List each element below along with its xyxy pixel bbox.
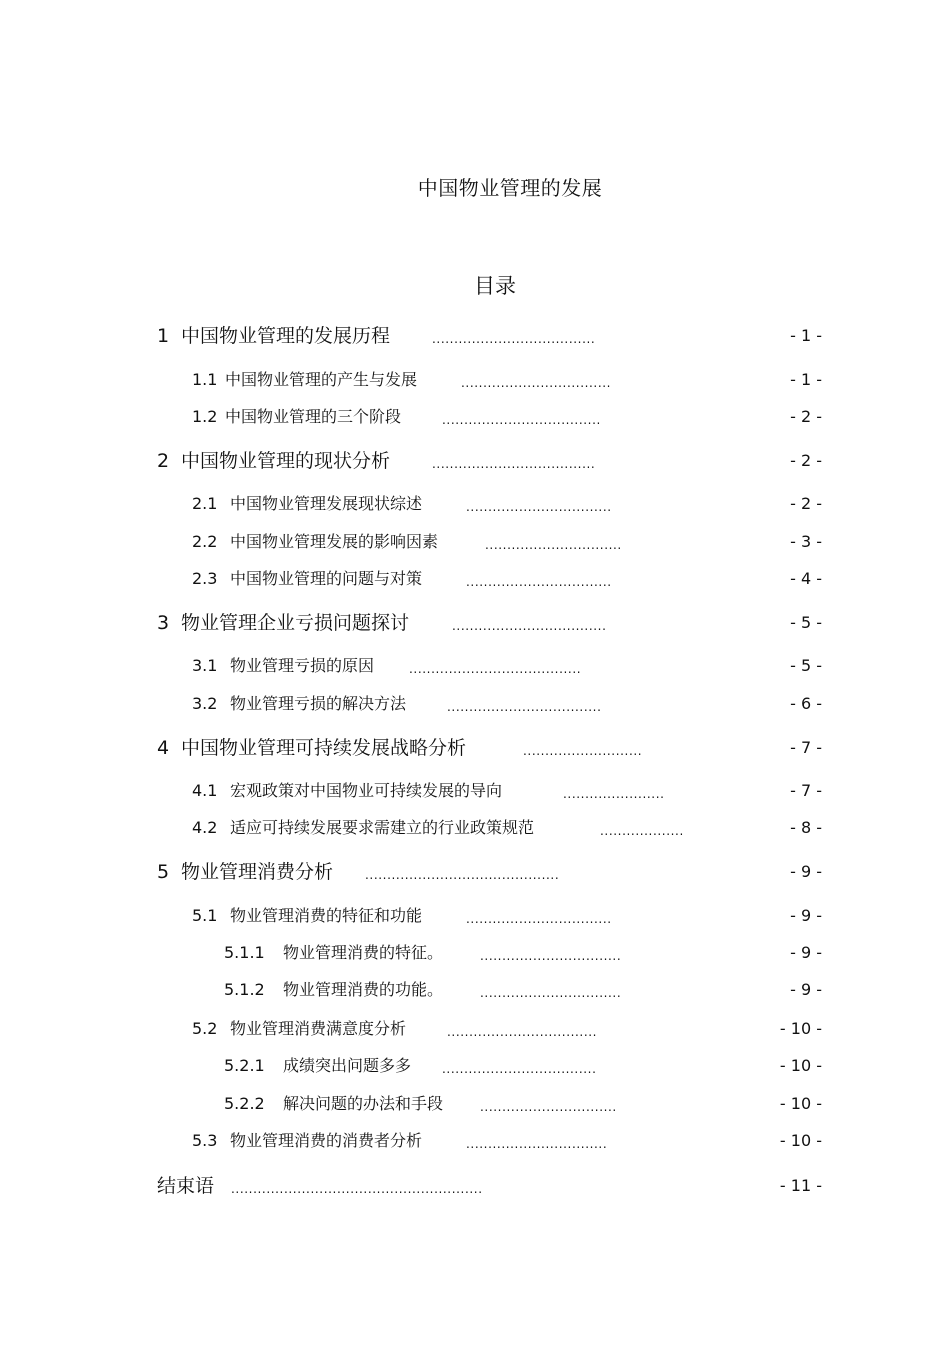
toc-dot-leader: ................................ (466, 1137, 608, 1151)
toc-entry-title: 适应可持续发展要求需建立的行业政策规范 (230, 818, 535, 837)
toc-entry-number: 2.1 (192, 494, 218, 513)
toc-entry-page-number: - 5 - (790, 613, 822, 632)
toc-entry-title: 成绩突出问题多多 (283, 1056, 412, 1075)
toc-entry[interactable] (0, 940, 950, 966)
toc-entry-number: 5.1 (192, 906, 218, 925)
toc-entry[interactable] (0, 1091, 950, 1117)
toc-dot-leader: ................................. (466, 500, 612, 514)
toc-entry-page-number: - 9 - (790, 943, 822, 962)
toc-dot-leader: .................................... (442, 413, 601, 427)
toc-entry[interactable] (0, 529, 950, 555)
toc-dot-leader: ................................... (447, 700, 602, 714)
toc-entry-page-number: - 2 - (790, 451, 822, 470)
toc-dot-leader: .................................. (447, 1025, 598, 1039)
toc-entry[interactable] (0, 566, 950, 592)
toc-entry-number: 5.1.2 (224, 980, 265, 999)
toc-entry-page-number: - 6 - (790, 694, 822, 713)
toc-entry-title: 物业管理亏损的原因 (230, 656, 375, 675)
toc-entry[interactable] (0, 491, 950, 517)
toc-entry-number: 4.2 (192, 818, 218, 837)
toc-entry[interactable] (0, 1128, 950, 1154)
toc-entry-page-number: - 1 - (790, 370, 822, 389)
toc-dot-leader: ................................ (480, 986, 622, 1000)
toc-entry-number: 2 (157, 450, 170, 472)
toc-dot-leader: ............................... (480, 1100, 617, 1114)
toc-entry-number: 5.1.1 (224, 943, 265, 962)
toc-entry-number: 5.3 (192, 1131, 218, 1150)
toc-entry-page-number: - 3 - (790, 532, 822, 551)
toc-entry-page-number: - 1 - (790, 326, 822, 345)
toc-dot-leader: ................................... (442, 1062, 597, 1076)
toc-dot-leader: ................................. (466, 912, 612, 926)
toc-entry[interactable] (0, 977, 950, 1003)
toc-entry-page-number: - 5 - (790, 656, 822, 675)
toc-entry-page-number: - 10 - (779, 1094, 822, 1113)
toc-heading: 目录 (474, 274, 516, 298)
toc-dot-leader: ................................... (452, 619, 607, 633)
toc-entry-page-number: - 9 - (790, 906, 822, 925)
toc-dot-leader: ............................... (485, 538, 622, 552)
toc-entry-page-number: - 9 - (790, 862, 822, 881)
toc-dot-leader: ..................................... (432, 332, 596, 346)
toc-dot-leader: ................... (600, 824, 684, 838)
toc-entry-title: 物业管理消费分析 (181, 861, 334, 883)
document-title: 中国物业管理的发展 (417, 176, 603, 200)
toc-entry-number: 1.1 (192, 370, 218, 389)
toc-entry[interactable] (0, 1016, 950, 1042)
toc-dot-leader: ........................... (523, 744, 643, 758)
toc-entry-number: 3.1 (192, 656, 218, 675)
toc-entry-title: 物业管理消费的特征。 (283, 943, 444, 962)
toc-entry-page-number: - 8 - (790, 818, 822, 837)
toc-entry[interactable] (0, 610, 950, 636)
toc-entry-number: 5.2.2 (224, 1094, 265, 1113)
toc-entry-number: 5.2 (192, 1019, 218, 1038)
toc-entry[interactable] (0, 778, 950, 804)
toc-entry-title: 物业管理企业亏损问题探讨 (181, 612, 410, 634)
toc-entry-page-number: - 2 - (790, 407, 822, 426)
toc-entry-title: 宏观政策对中国物业可持续发展的导向 (230, 781, 503, 800)
toc-entry[interactable] (0, 691, 950, 717)
toc-entry-title: 中国物业管理的现状分析 (181, 450, 391, 472)
toc-entry[interactable] (0, 448, 950, 474)
toc-entry-number: 5 (157, 861, 170, 883)
toc-entry[interactable] (0, 859, 950, 885)
toc-entry-title: 物业管理消费的特征和功能 (230, 906, 423, 925)
toc-dot-leader: ....................... (563, 787, 665, 801)
toc-entry[interactable] (0, 1173, 950, 1199)
toc-entry[interactable] (0, 323, 950, 349)
toc-entry-number: 3.2 (192, 694, 218, 713)
toc-entry-page-number: - 7 - (790, 781, 822, 800)
toc-dot-leader: .................................. (461, 376, 612, 390)
toc-entry-number: 4 (157, 737, 170, 759)
toc-entry-title: 中国物业管理的发展历程 (181, 325, 391, 347)
toc-dot-leader: ......................................................... (231, 1182, 483, 1196)
toc-entry-number: 1 (157, 325, 170, 347)
toc-entry-page-number: - 4 - (790, 569, 822, 588)
toc-entry-title: 物业管理消费的功能。 (283, 980, 444, 999)
toc-entry-title: 结束语 (157, 1175, 215, 1197)
toc-dot-leader: ..................................... (432, 457, 596, 471)
toc-dot-leader: ................................ (480, 949, 622, 963)
toc-entry-title: 中国物业管理的三个阶段 (225, 407, 402, 426)
toc-entry-page-number: - 10 - (779, 1131, 822, 1150)
toc-entry-title: 物业管理消费的消费者分析 (230, 1131, 423, 1150)
toc-entry[interactable] (0, 815, 950, 841)
toc-entry[interactable] (0, 903, 950, 929)
toc-entry[interactable] (0, 1053, 950, 1079)
toc-entry-number: 3 (157, 612, 170, 634)
toc-entry-title: 中国物业管理的问题与对策 (230, 569, 423, 588)
toc-entry-title: 中国物业管理可持续发展战略分析 (181, 737, 467, 759)
toc-entry-number: 4.1 (192, 781, 218, 800)
toc-entry-page-number: - 11 - (779, 1176, 822, 1195)
toc-entry-title: 解决问题的办法和手段 (283, 1094, 444, 1113)
toc-dot-leader: ............................................ (365, 868, 560, 882)
toc-entry[interactable] (0, 653, 950, 679)
toc-dot-leader: ....................................... (409, 662, 582, 676)
toc-entry-page-number: - 2 - (790, 494, 822, 513)
toc-entry-page-number: - 10 - (779, 1019, 822, 1038)
toc-entry-title: 中国物业管理发展现状综述 (230, 494, 423, 513)
toc-entry-title: 物业管理亏损的解决方法 (230, 694, 407, 713)
toc-entry-page-number: - 7 - (790, 738, 822, 757)
toc-entry-number: 1.2 (192, 407, 218, 426)
toc-entry-title: 中国物业管理的产生与发展 (225, 370, 418, 389)
toc-entry-page-number: - 10 - (779, 1056, 822, 1075)
toc-entry[interactable] (0, 735, 950, 761)
toc-entry-title: 中国物业管理发展的影响因素 (230, 532, 439, 551)
toc-entry-number: 5.2.1 (224, 1056, 265, 1075)
toc-entry-page-number: - 9 - (790, 980, 822, 999)
toc-entry-number: 2.2 (192, 532, 218, 551)
toc-dot-leader: ................................. (466, 575, 612, 589)
toc-entry[interactable] (0, 404, 950, 430)
toc-entry-title: 物业管理消费满意度分析 (230, 1019, 407, 1038)
toc-entry[interactable] (0, 367, 950, 393)
toc-entry-number: 2.3 (192, 569, 218, 588)
